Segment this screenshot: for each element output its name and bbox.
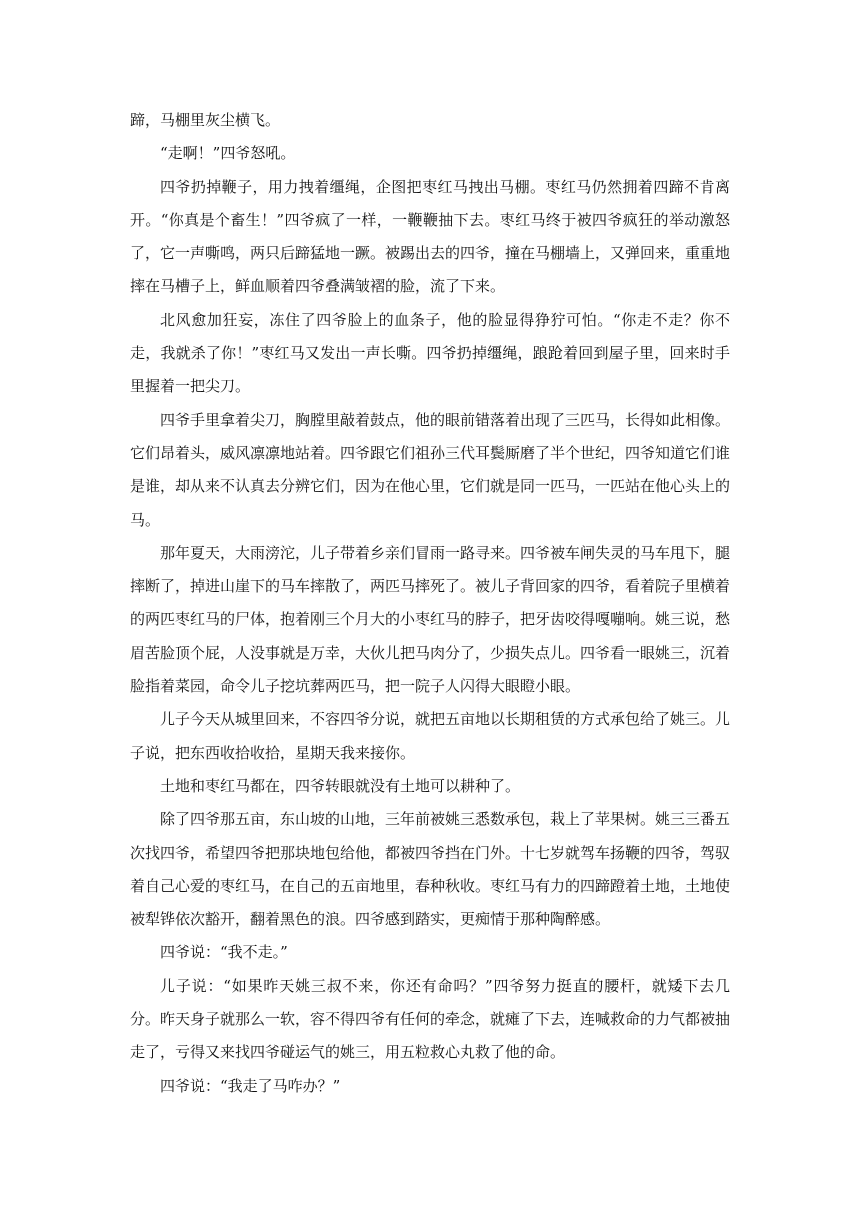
paragraph-12: 四爷说：“我走了马咋办？” [160,1076,341,1095]
paragraph-5: 四爷手里拿着尖刀，胸膛里敲着鼓点，他的眼前错落着出现了三匹马，长得如此相像。它们昂着头，威风凛凛地站着。四爷跟它们祖孙三代耳鬓厮磨了半个世纪，四爷知道它们谁是谁，却从来不认真去分辨它们，因为在他心里，它们就是同一匹马，一匹站在他心头上的马。 [130,410,731,529]
paragraph-8: 土地和枣红马都在，四爷转眼就没有土地可以耕种了。 [160,776,521,795]
paragraph-4: 北风愈加狂妄，冻住了四爷脸上的血条子，他的脸显得狰狞可怕。“你走不走？你不走，我就杀了你！”枣红马又发出一声长嘶。四爷扔掉缰绳，踉跄着回到屋子里，回来时手里握着一把尖刀。 [130,310,730,396]
paragraph-10: 四爷说：“我不走。” [160,943,288,962]
document-body [130,104,730,1103]
paragraph-9: 除了四爷那五亩，东山坡的山地，三年前被姚三悉数承包，栽上了苹果树。姚三三番五次找四爷，希望四爷把那块地包给他，都被四爷挡在门外。十七岁就驾车扬鞭的四爷，驾驭着自己心爱的枣红马，在自己的五亩地里，春种秋收。枣红马有力的四蹄蹬着土地，土地使被犁铧依次豁开，翻着黑色的浪。四爷感到踏实，更痴情于那种陶醉感。 [130,810,731,929]
paragraph-7: 儿子今天从城里回来，不容四爷分说，就把五亩地以长期租赁的方式承包给了姚三。儿子说，把东西收拾收拾，星期天我来接你。 [130,710,731,762]
paragraph-1: 蹄，马棚里灰尘横飞。 [130,111,281,129]
paragraph-11: 儿子说：“如果昨天姚三叔不来，你还有命吗？”四爷努力挺直的腰杆，就矮下去几分。昨天身子就那么一软，容不得四爷有任何的牵念，就瘫了下去，连喊救命的力气都被抽走了，亏得又来找四爷碰运气的姚三，用五粒救心丸救了他的命。 [130,976,731,1062]
paragraph-2: “走啊！”四爷怒吼。 [160,144,296,163]
paragraph-6: 那年夏天，大雨滂沱，儿子带着乡亲们冒雨一路寻来。四爷被车闸失灵的马车甩下，腿摔断了，掉进山崖下的马车摔散了，两匹马摔死了。被儿子背回家的四爷，看着院子里横着的两匹枣红马的尸体，抱着刚三个月大的小枣红马的脖子，把牙齿咬得嘎嘣响。姚三说，愁眉苦脸顶个屁，人没事就是万幸，大伙儿把马肉分了，少损失点儿。四爷看一眼姚三，沉着脸指着菜园，命令儿子挖坑葬两匹马，把一院子人闪得大眼瞪小眼。 [130,543,731,696]
paragraph-3: 四爷扔掉鞭子，用力拽着缰绳，企图把枣红马拽出马棚。枣红马仍然拥着四蹄不肯离开。“你真是个畜生！”四爷疯了一样，一鞭鞭抽下去。枣红马终于被四爷疯狂的举动激怒了，它一声嘶鸣，两只后蹄猛地一蹶。被踢出去的四爷，撞在马棚墙上，又弹回来，重重地摔在马槽子上，鲜血顺着四爷叠满皱褶的脸，流了下来。 [130,177,731,296]
